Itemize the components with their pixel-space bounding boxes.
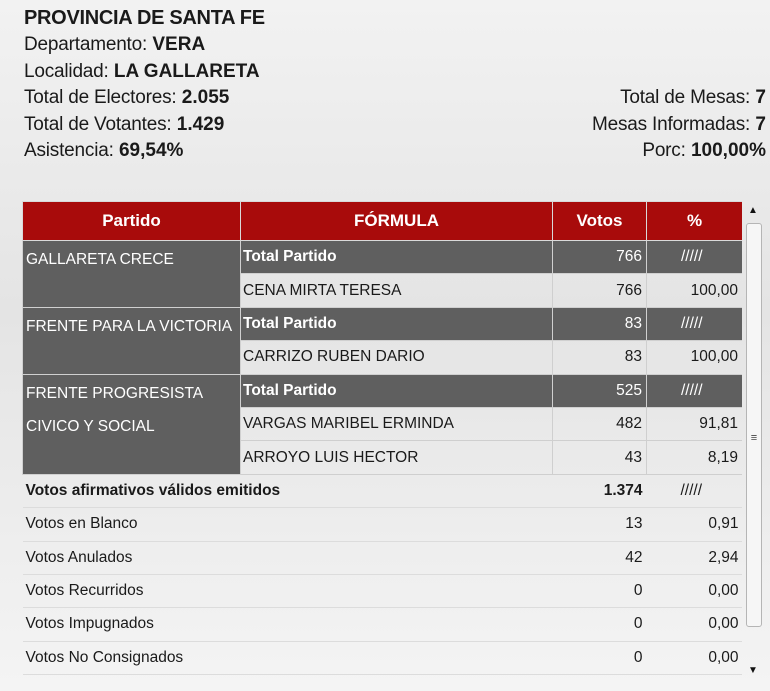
party-total-row (23, 374, 743, 407)
votantes-value: 1.429 (176, 113, 225, 135)
total-partido-label: Total Partido (241, 241, 553, 274)
candidate-votes: 482 (553, 407, 647, 440)
departamento-label: Departamento: (24, 34, 148, 55)
total-percent: ///// (647, 241, 743, 274)
departamento-value: VERA (152, 34, 206, 55)
asistencia-label: Asistencia: (24, 140, 114, 161)
votantes-label: Total de Votantes: (24, 113, 172, 135)
grip-icon: ≡ (750, 432, 758, 444)
total-partido-label: Total Partido (241, 374, 553, 407)
mesas-value: 7 (755, 87, 766, 108)
scrollbar-thumb[interactable] (746, 223, 762, 627)
candidate-votes: 43 (553, 441, 647, 474)
summary-label: Votos No Consignados (23, 641, 553, 674)
party-name: FRENTE PROGRESISTA CIVICO Y SOCIAL (23, 374, 241, 474)
summary-label: Votos Anulados (23, 541, 553, 574)
electores-value: 2.055 (181, 87, 230, 108)
candidate-name: CENA MIRTA TERESA (241, 274, 553, 307)
mesas-informadas-label: Mesas Informadas: (591, 113, 751, 135)
candidate-percent: 8,19 (647, 441, 743, 474)
summary-row (23, 574, 743, 607)
candidate-votes: 766 (553, 274, 647, 307)
results-table-container (22, 201, 742, 681)
summary-votes: 42 (553, 541, 647, 574)
summary-percent: 2,94 (647, 541, 743, 574)
localidad-label: Localidad: (24, 60, 109, 82)
departamento-row (24, 32, 766, 59)
summary-label: Votos en Blanco (23, 508, 553, 541)
total-percent: ///// (647, 307, 743, 340)
party-name: FRENTE PARA LA VICTORIA (23, 307, 241, 374)
summary-label: Votos Recurridos (23, 574, 553, 607)
candidate-percent: 91,81 (647, 407, 743, 440)
col-header-percent: % (647, 202, 743, 241)
summary-votes: 0 (553, 574, 647, 607)
summary-label: Votos Impugnados (23, 608, 553, 641)
total-votes: 766 (553, 241, 647, 274)
summary-percent: ///// (647, 474, 743, 507)
total-partido-label: Total Partido (241, 307, 553, 340)
candidate-percent: 100,00 (647, 274, 743, 307)
summary-votes: 0 (553, 641, 647, 674)
col-header-votos: Votos (553, 202, 647, 241)
electores-row (24, 85, 766, 112)
col-header-formula: FÓRMULA (241, 202, 553, 241)
porc-value: 100,00% (690, 140, 766, 161)
results-table (22, 201, 742, 675)
summary-row (23, 641, 743, 674)
candidate-name: VARGAS MARIBEL ERMINDA (241, 407, 553, 440)
total-votes: 525 (553, 374, 647, 407)
mesas-label: Total de Mesas: (620, 87, 751, 108)
porc-label: Porc: (642, 140, 686, 161)
results-header (24, 4, 766, 165)
localidad-value: LA GALLARETA (113, 60, 260, 82)
province-title: PROVINCIA DE SANTA FE (24, 7, 265, 29)
scrollbar-track[interactable] (746, 223, 760, 659)
asistencia-row (24, 138, 766, 165)
summary-percent: 0,00 (647, 574, 743, 607)
summary-row (23, 541, 743, 574)
summary-votes: 0 (553, 608, 647, 641)
candidate-percent: 100,00 (647, 341, 743, 374)
summary-label: Votos afirmativos válidos emitidos (23, 474, 553, 507)
arrow-down-icon[interactable]: ▼ (748, 665, 758, 676)
vertical-scrollbar[interactable] (743, 201, 763, 681)
summary-percent: 0,91 (647, 508, 743, 541)
summary-row (23, 508, 743, 541)
summary-row (23, 608, 743, 641)
mesas-informadas-value: 7 (755, 113, 766, 135)
party-name: GALLARETA CRECE (23, 241, 241, 308)
summary-votes: 1.374 (553, 474, 647, 507)
table-header-row (23, 202, 743, 241)
total-votes: 83 (553, 307, 647, 340)
summary-votes: 13 (553, 508, 647, 541)
summary-row (23, 474, 743, 507)
total-percent: ///// (647, 374, 743, 407)
arrow-up-icon[interactable]: ▲ (748, 205, 758, 216)
summary-percent: 0,00 (647, 608, 743, 641)
summary-percent: 0,00 (647, 641, 743, 674)
party-total-row (23, 241, 743, 274)
votantes-row (24, 112, 766, 139)
localidad-row (24, 59, 766, 86)
party-total-row (23, 307, 743, 340)
asistencia-value: 69,54% (118, 140, 184, 161)
col-header-partido: Partido (23, 202, 241, 241)
candidate-votes: 83 (553, 341, 647, 374)
candidate-name: CARRIZO RUBEN DARIO (241, 341, 553, 374)
electores-label: Total de Electores: (24, 87, 177, 108)
candidate-name: ARROYO LUIS HECTOR (241, 441, 553, 474)
